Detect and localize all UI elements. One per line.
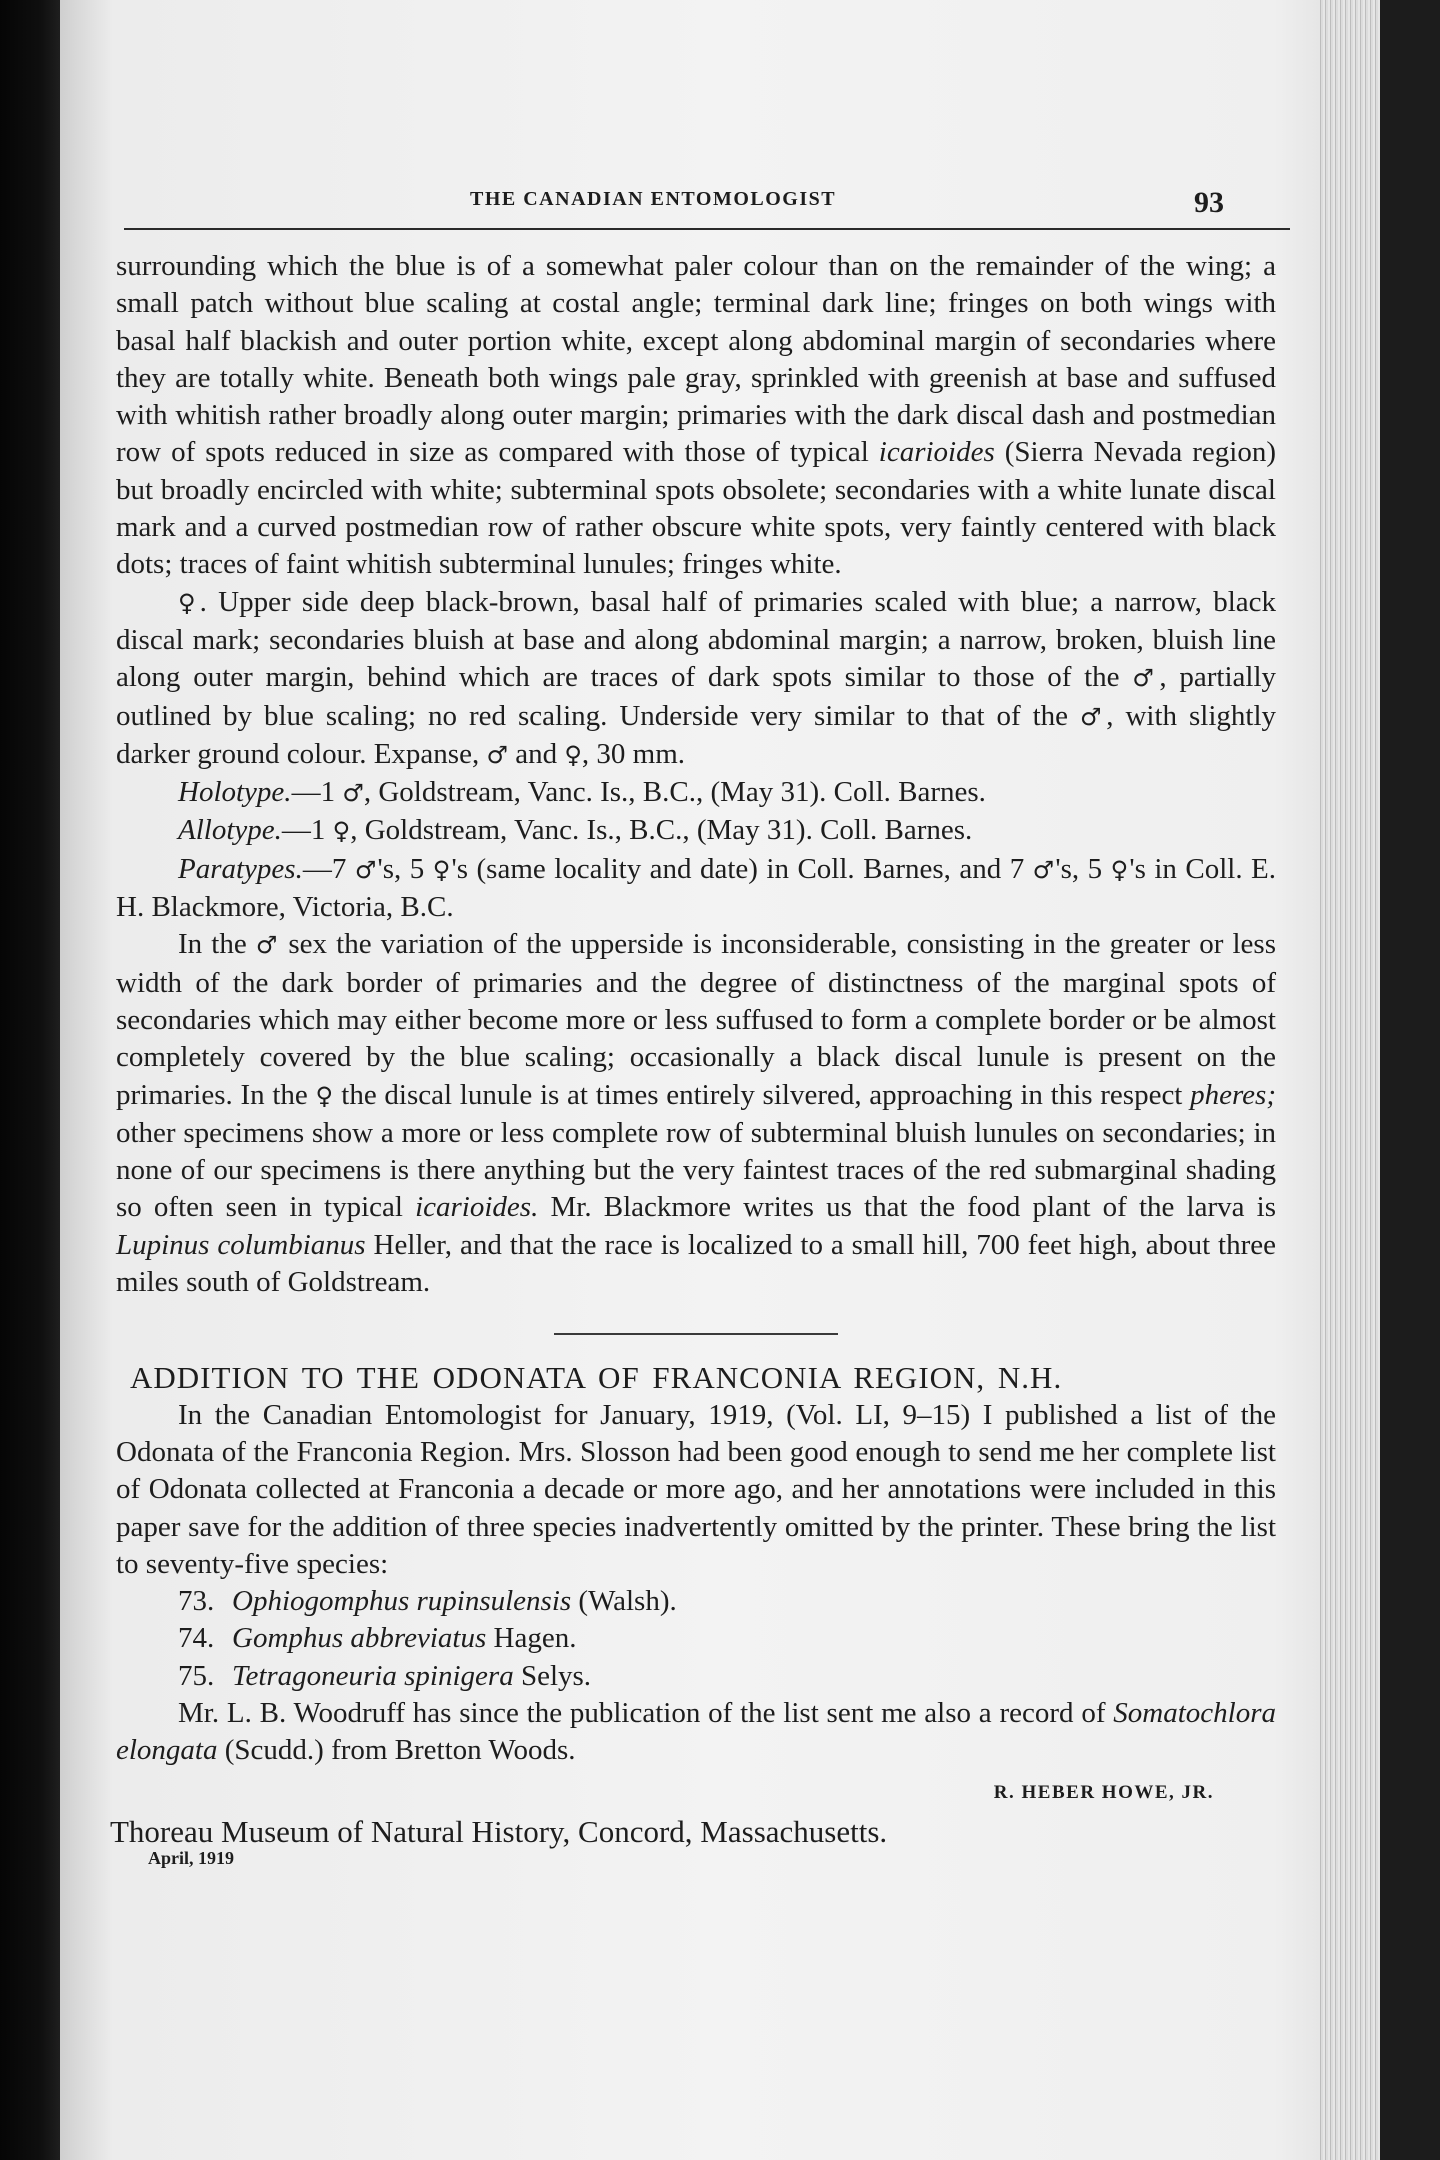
article-date: April, 1919 bbox=[148, 1847, 235, 1868]
female-symbol: ♀ bbox=[178, 588, 200, 617]
list-item: 75. Tetragoneuria spinigera Selys. bbox=[178, 1659, 592, 1692]
species-list bbox=[116, 1583, 1276, 1695]
article-title: ADDITION TO THE ODONATA OF FRANCONIA REGION, N.H. bbox=[130, 1360, 1063, 1396]
header-rule bbox=[124, 228, 1290, 230]
female-symbol: ♀ bbox=[332, 817, 351, 846]
female-symbol: ♀ bbox=[432, 855, 452, 884]
female-symbol: ♀ bbox=[315, 1081, 334, 1110]
list-item: 74. Gomphus abbreviatus Hagen. bbox=[178, 1622, 577, 1655]
book-page bbox=[60, 0, 1380, 2160]
male-symbol: ♂ bbox=[1080, 702, 1107, 731]
holotype-line: Holotype.—1 ♂, Goldstream, Vanc. Is., B.C., (May 31). Coll. Barnes. bbox=[178, 776, 986, 809]
variation-paragraph: In the ♂ sex the variation of the upperside is inconsiderable, consisting in the greater or less width of the dark border of primaries and the degree of distinctness of the marginal spots of secondaries which may either become more or less suffused to form a complete border or be almost completely covered by the blue scaling; occasionally a black discal lunule is present on the primaries. In the ♀ the discal lunule is at times entirely silvered, approaching in this respect pheres; other specimens show a more or less complete row of subterminal bluish lunules on secondaries; in none of our specimens is there anything but the very faintest traces of the red submarginal shading so often seen in typical icarioides. Mr. Blackmore writes us that the food plant of the larva is Lupinus columbianus Heller, and that the race is localized to a small hill, 700 feet high, about three miles south of Goldstream. bbox=[116, 928, 1277, 1299]
female-description-paragraph: ♀. Upper side deep black-brown, basal half of primaries scaled with blue; a narrow, black discal mark; secondaries bluish at base and along abdominal margin; a narrow, broken, bluish line along outer margin, behind which are traces of dark spots similar to those of the ♂, partially outlined by blue scaling; no red scaling. Underside very similar to that of the ♂, with slightly darker ground colour. Expanse, ♂ and ♀, 30 mm. bbox=[116, 585, 1277, 770]
running-header: THE CANADIAN ENTOMOLOGIST bbox=[470, 188, 837, 210]
allotype-line: Allotype.—1 ♀, Goldstream, Vanc. Is., B.C., (May 31). Coll. Barnes. bbox=[178, 814, 973, 847]
page-edges bbox=[1318, 0, 1380, 2160]
female-symbol: ♀ bbox=[564, 740, 582, 769]
male-symbol: ♂ bbox=[342, 779, 364, 808]
closing-paragraph: Mr. L. B. Woodruff has since the publication of the list sent me also a record of Somatochlora elongata (Scudd.) from Bretton Woods. bbox=[116, 1696, 1276, 1767]
page-number: 93 bbox=[1194, 186, 1224, 219]
male-symbol: ♂ bbox=[354, 855, 378, 884]
male-symbol: ♂ bbox=[1032, 855, 1056, 884]
paratypes-paragraph: Paratypes.—7 ♂'s, 5 ♀'s (same locality and date) in Coll. Barnes, and 7 ♂'s, 5 ♀'s in Coll. E. H. Blackmore, Victoria, B.C. bbox=[116, 852, 1277, 924]
author-affiliation: Thoreau Museum of Natural History, Concord, Massachusetts. bbox=[110, 1813, 888, 1849]
male-symbol: ♂ bbox=[1132, 664, 1160, 693]
section-separator bbox=[554, 1333, 838, 1335]
male-symbol: ♂ bbox=[486, 740, 508, 769]
author-signature: R. HEBER HOWE, JR. bbox=[993, 1781, 1214, 1803]
list-item: 73. Ophiogomphus rupinsulensis (Walsh). bbox=[178, 1585, 677, 1618]
article-intro-paragraph: In the Canadian Entomologist for January, 1919, (Vol. LI, 9–15) I published a list of the Odonata of the Franconia Region. Mrs. Slosson had been good enough to send me her complete list of Odonata collected at Franconia a decade or more ago, and her annotations were included in this paper save for the addition of three species inadvertently omitted by the printer. These bring the list to seventy-five species: bbox=[116, 1398, 1276, 1580]
description-paragraph: surrounding which the blue is of a somewhat paler colour than on the remainder of the wing; a small patch without blue scaling at costal angle; terminal dark line; fringes on both wings with basal half blackish and outer portion white, except along abdominal margin of secondaries where they are totally white. Beneath both wings pale gray, sprinkled with greenish at base and suffused with whitish rather broadly along outer margin; primaries with the dark discal dash and postmedian row of spots reduced in size as compared with those of typical icarioides (Sierra Nevada region) but broadly encircled with white; subterminal spots obsolete; secondaries with a white lunate discal mark and a curved postmedian row of rather obscure white spots, very faintly centered with black dots; traces of faint whitish subterminal lunules; fringes white. bbox=[116, 250, 1276, 581]
body-text bbox=[110, 248, 1277, 1869]
female-symbol: ♀ bbox=[1110, 855, 1130, 884]
male-symbol: ♂ bbox=[255, 931, 280, 960]
